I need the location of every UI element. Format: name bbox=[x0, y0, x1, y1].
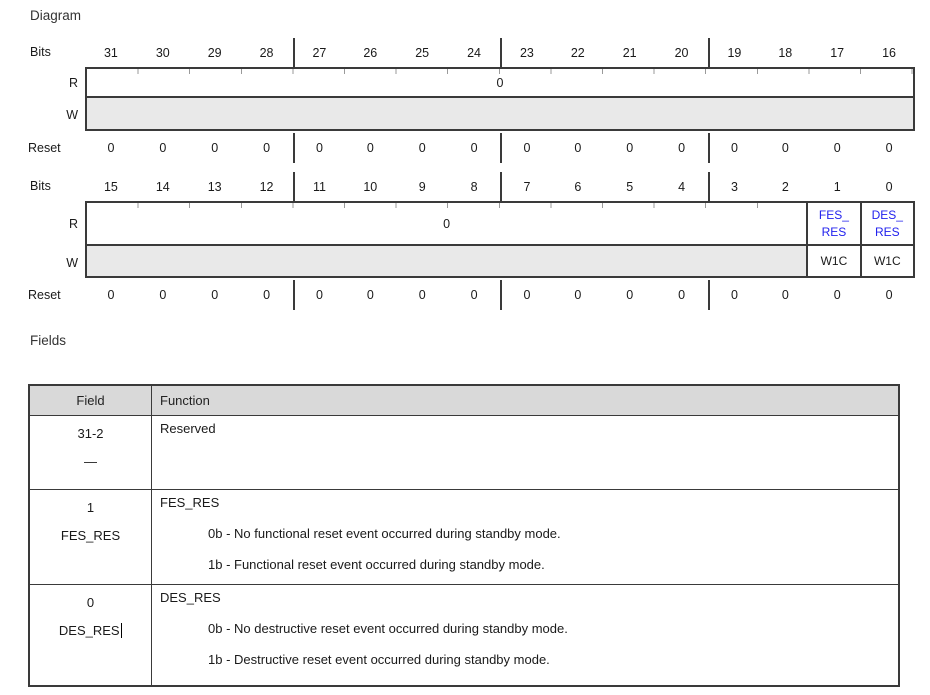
reset-value: 0 bbox=[678, 141, 686, 155]
function-cell bbox=[152, 585, 898, 685]
bit-number: 11 bbox=[293, 172, 345, 201]
bit-number: 4 bbox=[678, 179, 686, 194]
value-description: 1b - Functional reset event occurred during standby mode. bbox=[208, 557, 545, 572]
bit-numbers-high bbox=[85, 38, 915, 67]
reset-value: 0 bbox=[781, 141, 789, 155]
reset-value: 0 bbox=[626, 288, 634, 302]
field-name: FES_RES bbox=[60, 528, 121, 543]
bit-number: 20 bbox=[674, 45, 689, 60]
bitfield-name-line2: RES bbox=[874, 224, 900, 239]
value-descriptions bbox=[160, 526, 890, 572]
bit-boundary-ticks bbox=[87, 69, 913, 74]
reset-value: 0 bbox=[833, 288, 841, 302]
read-value-high: 0 bbox=[496, 75, 504, 90]
reset-value: 0 bbox=[366, 141, 374, 155]
field-bits: 0 bbox=[86, 595, 95, 610]
bit-number: 27 bbox=[293, 38, 345, 67]
field-cell bbox=[30, 585, 152, 685]
value-description: 0b - No destructive reset event occurred during standby mode. bbox=[208, 621, 568, 636]
write-row-low bbox=[87, 246, 806, 276]
reserved-bits-column bbox=[87, 203, 806, 276]
bit-number: 9 bbox=[418, 179, 426, 194]
reset-value: 0 bbox=[211, 141, 219, 155]
reset-value: 0 bbox=[293, 280, 345, 310]
reset-value: 0 bbox=[781, 288, 789, 302]
bit-number: 16 bbox=[882, 45, 897, 60]
function-title: DES_RES bbox=[160, 590, 221, 605]
fields-table bbox=[28, 384, 900, 687]
field-cell bbox=[30, 490, 152, 584]
reset-value: 0 bbox=[885, 141, 893, 155]
bit-number: 15 bbox=[103, 179, 118, 194]
reset-value: 0 bbox=[500, 133, 552, 163]
bit-number: 29 bbox=[207, 45, 222, 60]
reset-values-high bbox=[85, 133, 915, 163]
bit-number: 30 bbox=[155, 45, 170, 60]
reset-value: 0 bbox=[418, 288, 426, 302]
reset-value: 0 bbox=[366, 288, 374, 302]
bit-number: 28 bbox=[259, 45, 274, 60]
diagram-heading: Diagram bbox=[30, 8, 82, 23]
bit-number: 17 bbox=[830, 45, 845, 60]
write-row-high bbox=[87, 98, 913, 129]
bit-number: 7 bbox=[500, 172, 552, 201]
bitfield-name-line2: RES bbox=[821, 224, 847, 239]
bitfield-name-line1: FES_ bbox=[818, 207, 849, 222]
bit-number: 5 bbox=[626, 179, 634, 194]
reset-value: 0 bbox=[107, 288, 115, 302]
reset-value: 0 bbox=[107, 141, 115, 155]
bit-number: 1 bbox=[833, 179, 841, 194]
function-title: Reserved bbox=[160, 421, 216, 436]
bit-number: 22 bbox=[570, 45, 585, 60]
bit-number: 24 bbox=[467, 45, 482, 60]
field-name-text: DES_RES bbox=[58, 623, 120, 638]
bit-number: 13 bbox=[207, 179, 222, 194]
bit-number: 3 bbox=[708, 172, 760, 201]
field-bits: 31-2 bbox=[77, 426, 104, 441]
field-bits: 1 bbox=[86, 500, 95, 515]
reset-value: 0 bbox=[418, 141, 426, 155]
value-description: 0b - No functional reset event occurred during standby mode. bbox=[208, 526, 561, 541]
bitfield-name-line1: DES_ bbox=[871, 207, 903, 222]
fields-table-header bbox=[30, 386, 898, 416]
reset-value: 0 bbox=[678, 288, 686, 302]
register-box-high bbox=[85, 67, 915, 131]
register-box-low bbox=[85, 201, 915, 278]
bit-number: 12 bbox=[259, 179, 274, 194]
write-row-label-low: W bbox=[66, 256, 78, 270]
bit-number: 25 bbox=[415, 45, 430, 60]
value-description: 1b - Destructive reset event occurred during standby mode. bbox=[208, 652, 550, 667]
bit-number: 0 bbox=[885, 179, 893, 194]
bit-number: 19 bbox=[708, 38, 760, 67]
bits-label-low: Bits bbox=[30, 179, 51, 193]
read-row-high bbox=[87, 69, 913, 98]
reset-value: 0 bbox=[159, 141, 167, 155]
read-row-low bbox=[87, 203, 806, 246]
reset-value: 0 bbox=[470, 141, 478, 155]
field-column-header: Field bbox=[30, 386, 152, 415]
reset-value: 0 bbox=[211, 288, 219, 302]
read-row-label-low: R bbox=[68, 217, 78, 231]
read-value-low: 0 bbox=[443, 216, 451, 231]
table-row-des-res bbox=[30, 585, 898, 685]
field-cell bbox=[30, 416, 152, 489]
bit-number: 10 bbox=[363, 179, 378, 194]
reset-value: 0 bbox=[833, 141, 841, 155]
reset-value: 0 bbox=[159, 288, 167, 302]
bitfield-write-action-fes-res: W1C bbox=[808, 246, 859, 276]
bit-number: 23 bbox=[500, 38, 552, 67]
bit-numbers-low bbox=[85, 172, 915, 201]
reset-value: 0 bbox=[626, 141, 634, 155]
bit-number: 18 bbox=[778, 45, 793, 60]
bits-label-high: Bits bbox=[30, 45, 51, 59]
value-descriptions bbox=[160, 621, 890, 667]
reset-value: 0 bbox=[500, 280, 552, 310]
function-cell bbox=[152, 416, 898, 489]
reset-value: 0 bbox=[263, 288, 271, 302]
bit-number: 2 bbox=[781, 179, 789, 194]
bit-number: 21 bbox=[622, 45, 637, 60]
bitfield-write-action-des-res: W1C bbox=[862, 246, 913, 276]
bit-number: 14 bbox=[155, 179, 170, 194]
bit-number: 6 bbox=[574, 179, 582, 194]
write-row-label-high: W bbox=[66, 108, 78, 122]
bit-boundary-ticks bbox=[87, 203, 806, 208]
read-row-label-high: R bbox=[68, 76, 78, 90]
function-cell bbox=[152, 490, 898, 584]
field-name: — bbox=[84, 454, 97, 469]
function-title: FES_RES bbox=[160, 495, 220, 510]
fields-heading: Fields bbox=[30, 333, 67, 348]
reset-values-low bbox=[85, 280, 915, 310]
reset-value: 0 bbox=[708, 280, 760, 310]
reset-value: 0 bbox=[574, 288, 582, 302]
bit-number: 31 bbox=[103, 45, 118, 60]
field-name bbox=[30, 623, 151, 638]
reset-value: 0 bbox=[470, 288, 478, 302]
reset-label-low: Reset bbox=[28, 288, 61, 302]
table-row-fes-res bbox=[30, 490, 898, 585]
table-row-reserved bbox=[30, 416, 898, 490]
bitfield-name-des-res bbox=[862, 203, 913, 246]
bitfield-name-fes-res bbox=[808, 203, 859, 246]
reset-value: 0 bbox=[293, 133, 345, 163]
reset-value: 0 bbox=[574, 141, 582, 155]
reset-value: 0 bbox=[708, 133, 760, 163]
bit-number: 8 bbox=[470, 179, 478, 194]
bit-number: 26 bbox=[363, 45, 378, 60]
reset-value: 0 bbox=[885, 288, 893, 302]
reset-value: 0 bbox=[263, 141, 271, 155]
text-cursor bbox=[121, 623, 123, 638]
bitfield-fes-res bbox=[806, 203, 859, 276]
function-column-header: Function bbox=[160, 393, 210, 408]
reset-label-high: Reset bbox=[28, 141, 61, 155]
bitfield-des-res bbox=[860, 203, 913, 276]
